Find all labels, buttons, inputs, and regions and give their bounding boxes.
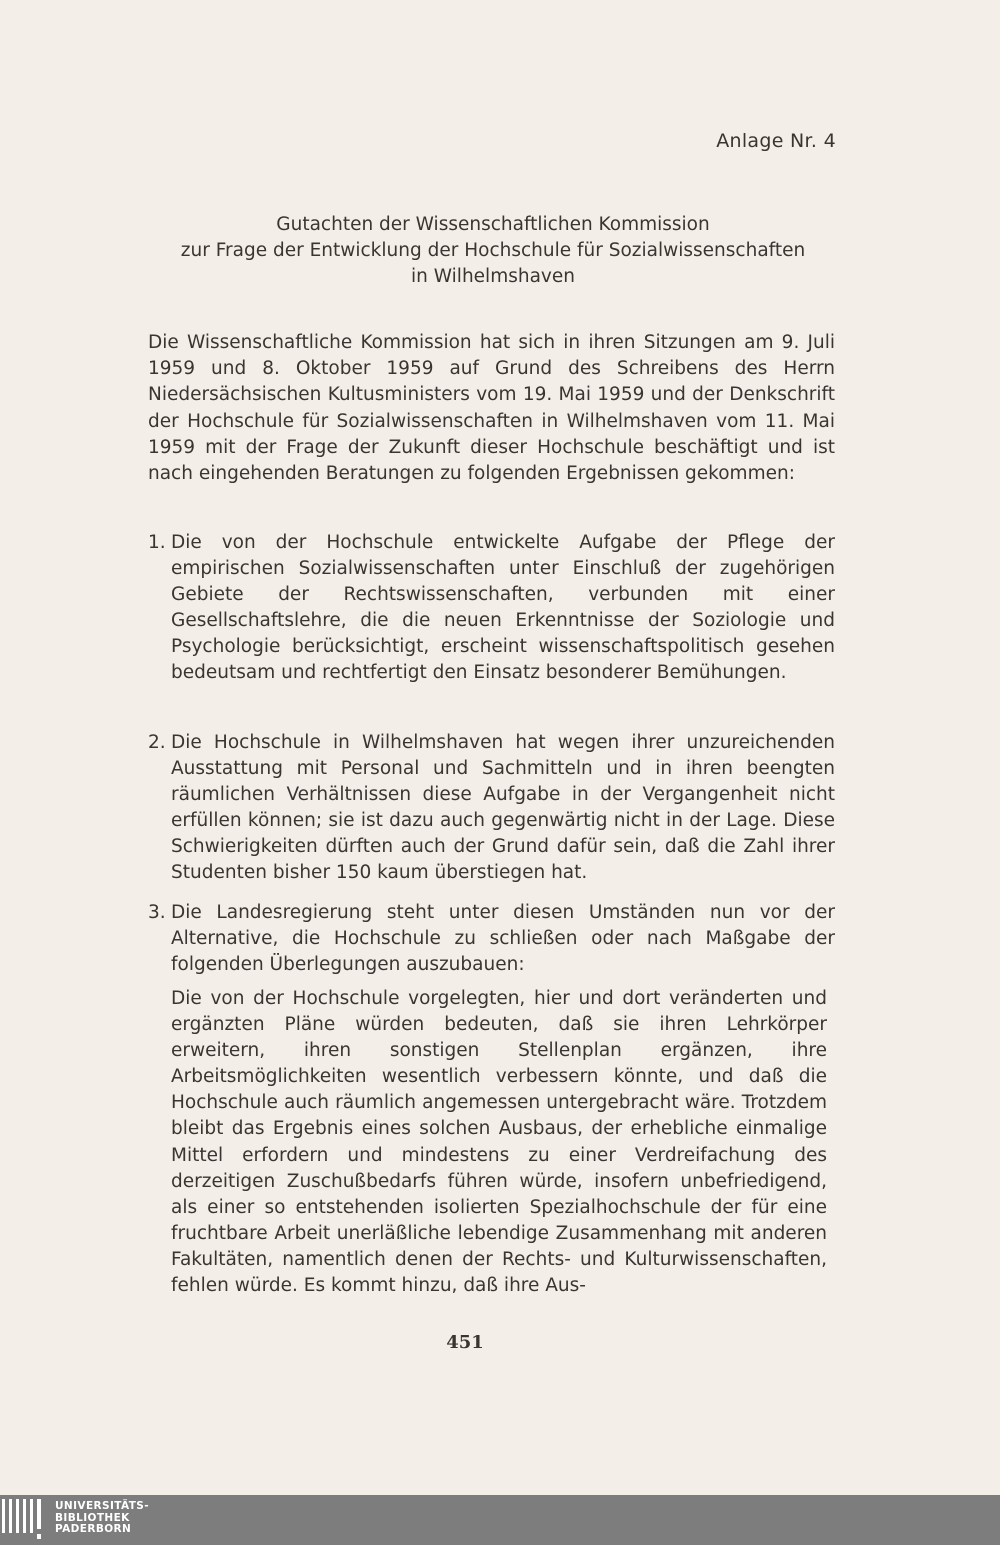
item-number: 2.: [148, 732, 166, 753]
library-logo-text: [55, 1501, 149, 1536]
item-text: Die Landesregierung steht unter diesen Umständen nun vor der Alternative, die Hochschule zu schließen oder nach Maßgabe der folgenden Überlegungen auszubauen:: [171, 902, 835, 975]
title-line: zur Frage der Entwicklung der Hochschule für Sozialwissenschaften: [180, 240, 806, 261]
logo-line: BIBLIOTHEK: [55, 1511, 130, 1524]
annex-label: Anlage Nr. 4: [716, 130, 836, 152]
numbered-item: [148, 730, 835, 886]
numbered-item: [148, 900, 835, 978]
library-footer: [0, 1495, 1000, 1545]
item-continuation-paragraph: Die von der Hochschule vorgelegten, hier und dort veränderten und ergänzten Pläne würden bedeuten, daß sie ihren Lehrkörper erweitern, ihren sonstigen Stellenplan ergänzen, ihre Arbeitsmöglichkeiten wesentlich verbessern könnte, und daß die Hochschule auch räumlich angemessen untergebracht wäre. Trotzdem bleibt das Ergebnis eines solchen Ausbaus, der erhebliche einmalige Mittel erfordern und mindestens zu einer Verdreifachung des derzeitigen Zuschußbedarfs führen würde, insofern unbefriedigend, als einer so entstehenden isolierten Spezialhochschule der für eine fruchtbare Arbeit unerläßliche lebendige Zusammenhang mit anderen Fakultäten, namentlich denen der Rechts- und Kulturwissenschaften, fehlen würde. Es kommt hinzu, daß ihre Aus-: [171, 988, 827, 1297]
title-line: Gutachten der Wissenschaftlichen Kommission: [276, 214, 710, 235]
library-logo-icon: [2, 1499, 50, 1541]
title-line: in Wilhelmshaven: [411, 266, 575, 287]
item-number: 1.: [148, 532, 166, 553]
item-number: 3.: [148, 902, 166, 923]
intro-paragraph: Die Wissenschaftliche Kommission hat sich in ihren Sitzungen am 9. Juli 1959 und 8. Oktober 1959 auf Grund des Schreibens des Herrn Niedersächsischen Kultusministers vom 19. Mai 1959 und der Denkschrift der Hochschule für Sozialwissenschaften in Wilhelmshaven vom 11. Mai 1959 mit der Frage der Zukunft dieser Hochschule beschäftigt und ist nach eingehenden Beratungen zu folgenden Ergebnissen gekommen:: [148, 332, 835, 485]
document-title: [148, 212, 838, 290]
logo-line: PADERBORN: [55, 1523, 132, 1535]
item-text: Die Hochschule in Wilhelmshaven hat wegen ihrer unzureichenden Ausstattung mit Personal und Sachmitteln und in ihren beengten räumlichen Verhältnissen diese Aufgabe in der Vergangenheit nicht erfüllen können; sie ist dazu auch gegenwärtig nicht in der Lage. Diese Schwierigkeiten dürften auch der Grund dafür sein, daß die Zahl ihrer Studenten bisher 150 kaum überstiegen hat.: [171, 732, 835, 883]
numbered-item: [148, 530, 835, 686]
item-text: Die von der Hochschule entwickelte Aufgabe der Pflege der empirischen Sozialwissenschaften unter Einschluß der zugehörigen Gebiete der Rechtswissenschaften, verbunden mit einer Gesellschaftslehre, die die neuen Erkenntnisse der Soziologie und Psychologie berücksichtigt, erscheint wissenschaftspolitisch gesehen bedeutsam und rechtfertigt den Einsatz besonderer Bemühungen.: [171, 532, 835, 683]
page-number: 451: [446, 1332, 484, 1353]
logo-line: UNIVERSITÄTS-: [55, 1500, 150, 1512]
